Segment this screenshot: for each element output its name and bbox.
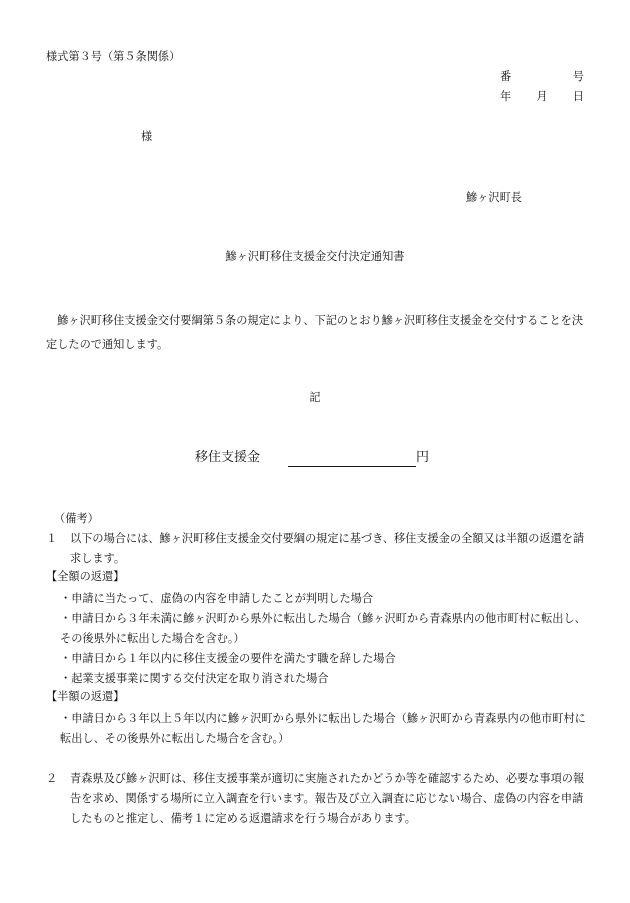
ki-heading: 記: [309, 391, 321, 404]
amount-label: 移住支援金: [195, 450, 261, 465]
document-title: 鰺ヶ沢町移住支援金交付決定通知書: [225, 250, 405, 263]
number-label-right: 号: [572, 70, 584, 83]
form-number: 様式第３号（第５条関係）: [46, 50, 181, 63]
document-date: [500, 89, 584, 104]
date-month: 月: [536, 90, 548, 103]
note-item-1: [46, 529, 586, 569]
list-item: ・申請日から３年未満に鰺ヶ沢町から県外に転出した場合（鰺ヶ沢町から青森県内の他市町村に転出し、その後県外に転出した場合を含む。）: [60, 612, 586, 645]
amount-row: [195, 449, 429, 467]
note-1-text: 以下の場合には、鰺ヶ沢町移住支援金交付要綱の規定に基づき、移住支援金の全額又は半額の返還を請求します。: [70, 532, 585, 565]
notes-title: （備考）: [54, 512, 99, 525]
document-number-date: [500, 69, 584, 104]
note-2-number: ２: [46, 772, 58, 785]
list-item: ・申請日から３年以上５年以内に鰺ヶ沢町から県外に転出した場合（鰺ヶ沢町から青森県内の他市町村に転出し、その後県外に転出した場合を含む。）: [60, 712, 586, 745]
note-1-number: １: [46, 532, 58, 545]
number-label-left: 番: [500, 70, 512, 83]
sender-name: 鰺ヶ沢町長: [466, 191, 522, 204]
note-item-2: [46, 769, 591, 829]
amount-unit: 円: [416, 450, 430, 465]
list-item: ・申請に当たって、虚偽の内容を申請したことが判明した場合: [60, 592, 374, 605]
body-text: 鰺ヶ沢町移住支援金交付要綱第５条の規定により、下記のとおり鰺ヶ沢町移住支援金を交付することを決定したので通知します。: [46, 314, 584, 351]
addressee: 様: [141, 130, 153, 143]
list-item: ・申請日から１年以内に移住支援金の要件を満たす職を辞した場合: [60, 652, 396, 665]
date-day: 日: [572, 90, 584, 103]
half-refund-heading: 【半額の返還】: [46, 690, 125, 703]
amount-blank-line: [288, 452, 416, 467]
document-number: [500, 69, 584, 89]
date-year: 年: [500, 90, 512, 103]
full-refund-heading: 【全額の返還】: [46, 570, 125, 583]
list-item: ・起業支援事業に関する交付決定を取り消された場合: [60, 672, 329, 685]
note-2-text: 青森県及び鰺ヶ沢町は、移住支援事業が適切に実施されたかどうか等を確認するため、必要な事項の報告を求め、関係する場所に立入調査を行います。報告及び立入調査に応じない場合、虚偽の内容を申請したものと推定し、備考１に定める返還請求を行う場合があります。: [70, 772, 585, 825]
